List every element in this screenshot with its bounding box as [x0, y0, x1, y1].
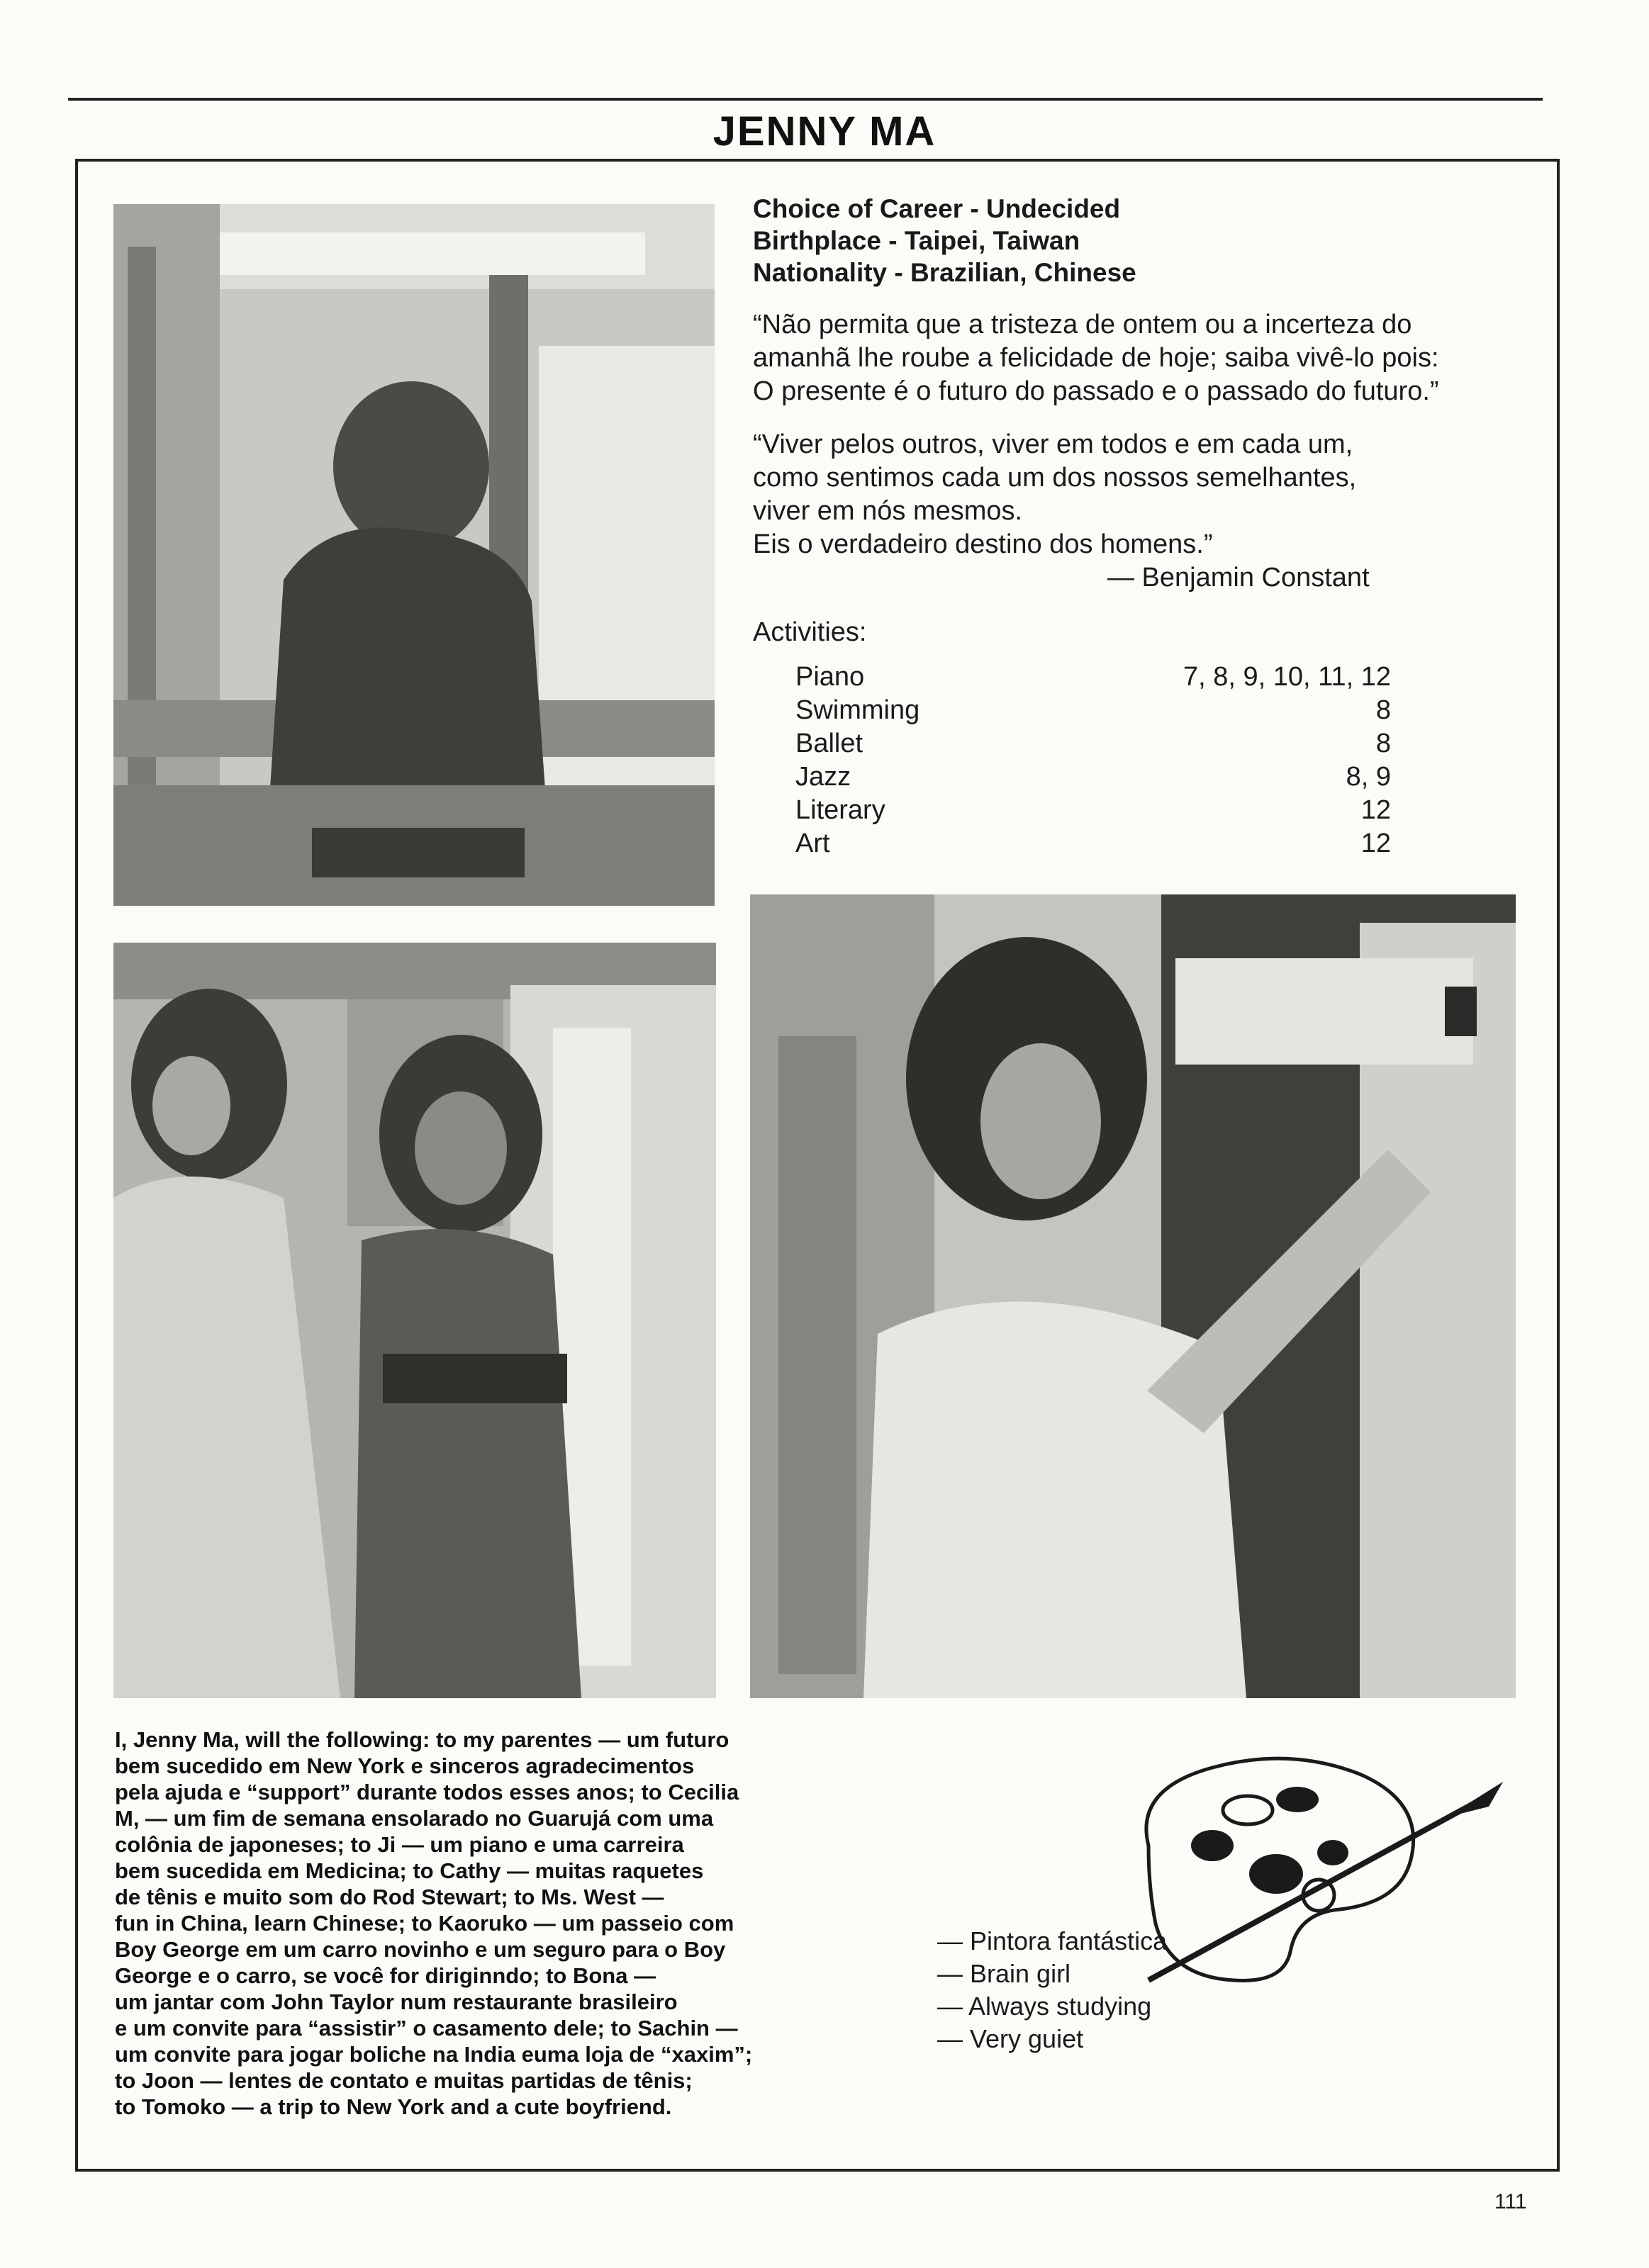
quote-line: “Viver pelos outros, viver em todos e em cada um, [753, 430, 1353, 459]
activity-name: Jazz [795, 762, 851, 792]
quote-line: Eis o verdadeiro destino dos homens.” [753, 529, 1213, 559]
quote-line: “Não permita que a tristeza de ontem ou a incerteza do [753, 310, 1412, 339]
will-line: M, — um fim de semana ensolarado no Guarujá com uma [115, 1806, 714, 1831]
photo-student-at-lockers [750, 894, 1516, 1698]
activity-name: Ballet [795, 729, 863, 758]
activity-grades: 12 [1360, 829, 1391, 858]
career-fact: Choice of Career - Undecided [753, 194, 1121, 223]
paint-palette-icon [1106, 1739, 1517, 1994]
will-line: de tênis e muito som do Rod Stewart; to Ms. West — [115, 1885, 664, 1909]
will-line: to Tomoko — a trip to New York and a cute boyfriend. [115, 2094, 672, 2119]
quote-line: amanhã lhe roube a felicidade de hoje; saiba vivê-lo pois: [753, 343, 1439, 373]
nationality-fact: Nationality - Brazilian, Chinese [753, 258, 1136, 287]
will-line: um jantar com John Taylor num restaurante brasileiro [115, 1989, 678, 2014]
will-paragraph [115, 1727, 866, 2120]
will-line: fun in China, learn Chinese; to Kaoruko — um passeio com [115, 1911, 734, 1936]
activities-label: Activities: [753, 617, 867, 647]
quote-portuguese-2 [753, 428, 1533, 595]
activity-grades: 8 [1375, 729, 1391, 758]
will-line: I, Jenny Ma, will the following: to my parentes — um futuro [115, 1727, 730, 1752]
profile-info [753, 193, 1533, 860]
note-item: — Brain girl [937, 1959, 1071, 1988]
will-line: to Joon — lentes de contato e muitas partidas de tênis; [115, 2068, 693, 2093]
photo-student-at-table [113, 204, 715, 906]
photo-two-students-image [113, 943, 716, 1698]
will-line: George e o carro, se você for diriginndo; to Bona — [115, 1963, 656, 1988]
activity-grades: 8, 9 [1346, 762, 1391, 792]
activities-list [795, 661, 1391, 860]
will-line: um convite para jogar boliche na India euma loja de “xaxim”; [115, 2042, 753, 2067]
activity-name: Art [795, 829, 830, 858]
photo-student-at-table-image [113, 204, 715, 906]
will-line: bem sucedida em Medicina; to Cathy — muitas raquetes [115, 1858, 704, 1883]
note-item: — Always studying [937, 1992, 1152, 2021]
activity-row [795, 827, 1391, 860]
activity-name: Literary [795, 795, 885, 825]
will-line: e um convite para “assistir” o casamento dele; to Sachin — [115, 2016, 738, 2040]
notes-list [937, 1925, 1167, 2055]
quote-portuguese-1 [753, 308, 1533, 408]
activity-row [795, 661, 1391, 694]
activity-name: Swimming [795, 695, 920, 725]
birthplace-fact: Birthplace - Taipei, Taiwan [753, 226, 1080, 255]
quote-author: — Benjamin Constant [1107, 563, 1370, 593]
photo-two-students [113, 943, 716, 1698]
activity-grades: 7, 8, 9, 10, 11, 12 [1183, 662, 1391, 692]
page-number: 111 [1494, 2190, 1527, 2213]
activity-row [795, 727, 1391, 760]
activity-row [795, 794, 1391, 827]
profile-facts [753, 193, 1533, 288]
quote-line: como sentimos cada um dos nossos semelhantes, [753, 463, 1357, 493]
will-line: colônia de japoneses; to Ji — um piano e uma carreira [115, 1832, 684, 1857]
note-item: — Pintora fantástica [937, 1926, 1168, 1955]
activity-row [795, 760, 1391, 794]
quote-line: O presente é o futuro do passado e o passado do futuro.” [753, 376, 1439, 406]
will-line: Boy George em um carro novinho e um seguro para o Boy [115, 1937, 726, 1962]
note-item: — Very guiet [937, 2024, 1084, 2053]
activity-grades: 8 [1375, 695, 1391, 725]
photo-student-at-lockers-image [750, 894, 1516, 1698]
will-line: pela ajuda e “support” durante todos esses anos; to Cecilia [115, 1780, 739, 1804]
activity-name: Piano [795, 662, 865, 692]
activity-row [795, 694, 1391, 727]
will-line: bem sucedido em New York e sinceros agradecimentos [115, 1753, 695, 1778]
top-rule [68, 98, 1543, 101]
activity-grades: 12 [1360, 795, 1391, 825]
page-title: JENNY MA [712, 108, 937, 155]
quote-line: viver em nós mesmos. [753, 496, 1023, 526]
